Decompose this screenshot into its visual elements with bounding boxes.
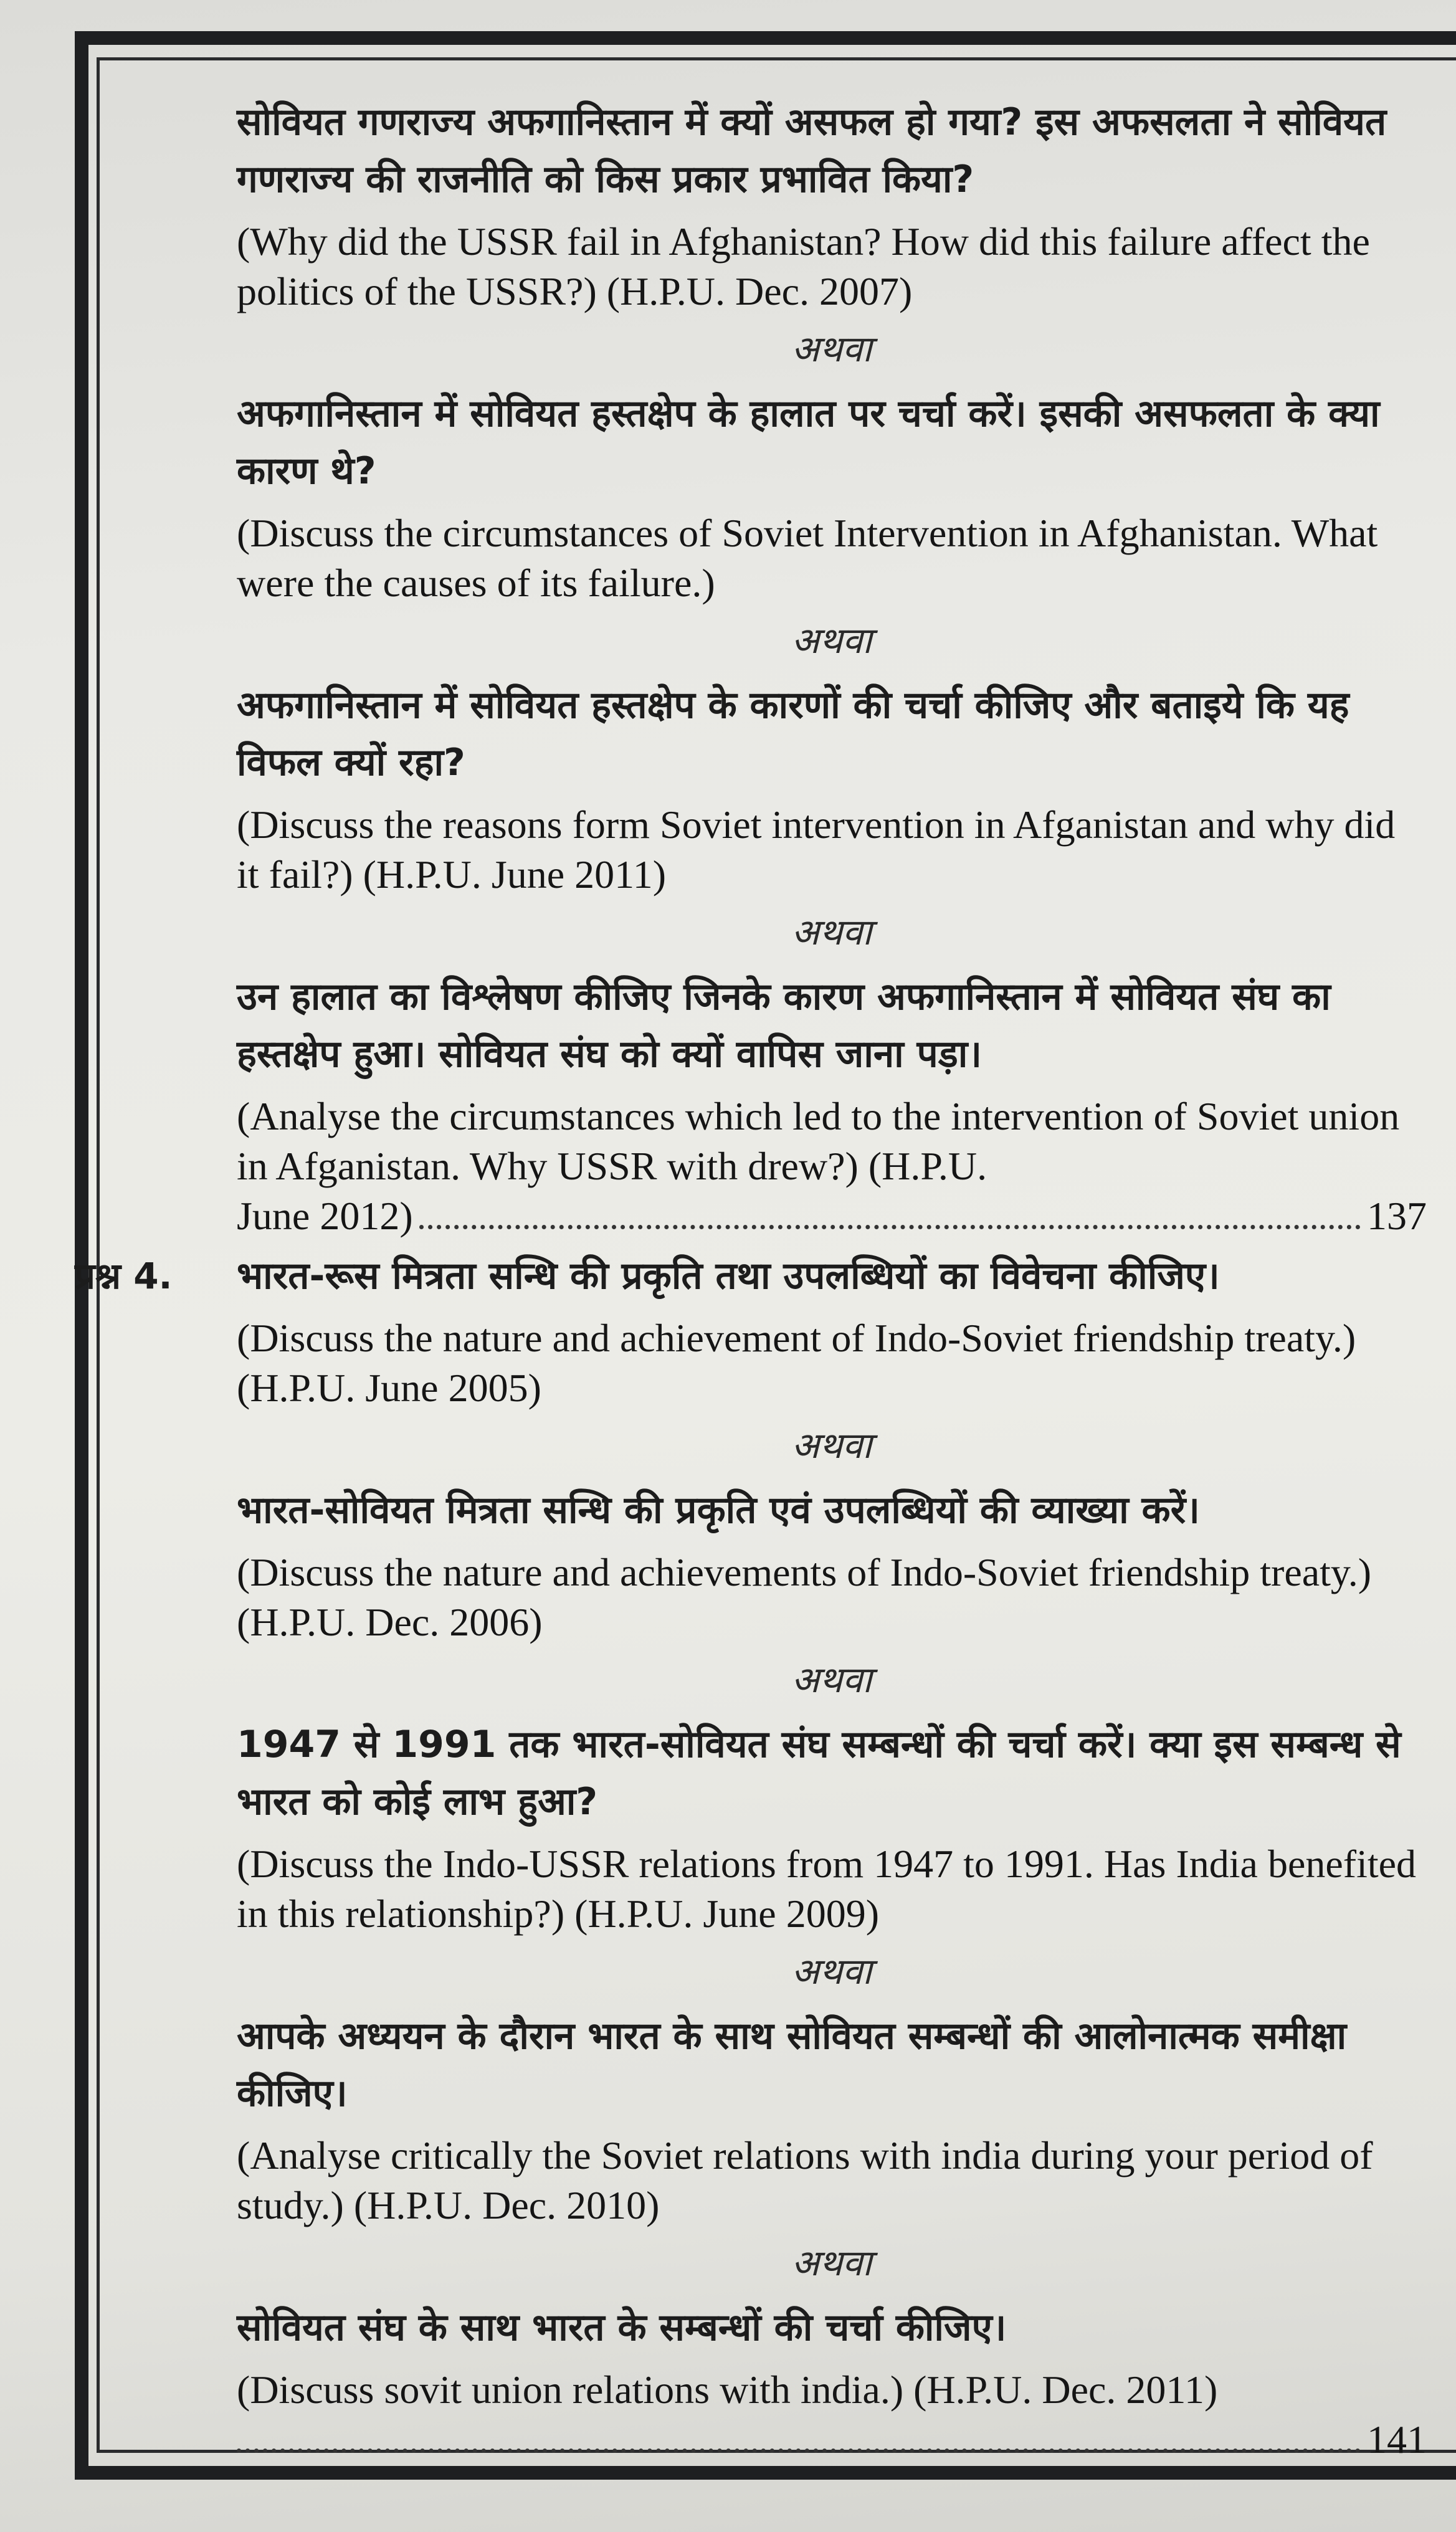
question-hindi-text: उन हालात का विश्लेषण कीजिए जिनके कारण अफगानिस्तान में सोवियत संघ का हस्तक्षेप हुआ। सोवियत संघ को क्यों वापिस जाना पड़ा। — [237, 975, 1331, 1076]
question-number-label: प्रश्न 4. — [75, 1255, 173, 1297]
dot-leader — [419, 1225, 1361, 1229]
question-list — [75, 93, 1427, 2465]
question-english-text: (Discuss sovit union relations with india.) (H.P.U. Dec. 2011) — [237, 2368, 1218, 2412]
athva-separator: अथवा — [791, 1424, 872, 1467]
question-hindi-text: अफगानिस्तान में सोवियत हस्तक्षेप के कारणों की चर्चा कीजिए और बताइये कि यह विफल क्यों रहा? — [237, 683, 1349, 784]
question-english-text: (Analyse critically the Soviet relations with india during your period of study.) (H.P.U. Dec. 2010) — [237, 2133, 1373, 2227]
question-english-text: (Discuss the reasons form Soviet intervention in Afganistan and why did it fail?) (H.P.U. June 2011) — [237, 802, 1396, 897]
question-english-text: (Discuss the circumstances of Soviet Intervention in Afghanistan. What were the causes of its failure.) — [237, 511, 1378, 605]
question-hindi-text: 1947 से 1991 तक भारत-सोवियत संघ सम्बन्धों की चर्चा करें। क्या इस सम्बन्ध से भारत को कोई लाभ हुआ? — [237, 1723, 1401, 1824]
question-hindi-text: अफगानिस्तान में सोवियत हस्तक्षेप के हालात पर चर्चा करें। इसकी असफलता के क्या कारण थे? — [237, 392, 1380, 493]
question-4 — [75, 1247, 1427, 2465]
question-hindi-text: सोवियत संघ के साथ भारत के सम्बन्धों की चर्चा कीजिए। — [237, 2306, 1007, 2349]
question-english-text: (Discuss the nature and achievement of Indo-Soviet friendship treaty.) (H.P.U. June 2005) — [237, 1316, 1356, 1410]
question-english-text: (Analyse the circumstances which led to the intervention of Soviet union in Afganistan. Why USSR with drew?) (H.P.U. — [237, 1094, 1400, 1188]
question-3-continued — [237, 93, 1427, 1241]
toc-leader-line — [237, 2415, 1427, 2465]
athva-separator: अथवा — [791, 2242, 872, 2284]
question-english-text: (Discuss the Indo-USSR relations from 1947 to 1991. Has India benefited in this relationship?) (H.P.U. June 2009) — [237, 1842, 1417, 1936]
question-english-text: (Discuss the nature and achievements of Indo-Soviet friendship treaty.) (H.P.U. Dec. 2006) — [237, 1550, 1372, 1644]
athva-separator: अथवा — [791, 328, 872, 370]
page-number: 141 — [1367, 2417, 1427, 2462]
question-english-text: (Why did the USSR fail in Afghanistan? How did this failure affect the politics of the USSR?) (H.P.U. Dec. 2007) — [237, 219, 1370, 313]
question-hindi-text: सोवियत गणराज्य अफगानिस्तान में क्यों असफल हो गया? इस अफसलता ने सोवियत गणराज्य की राजनीति को किस प्रकार प्रभावित किया? — [237, 100, 1387, 201]
dot-leader — [237, 2449, 1361, 2453]
athva-separator: अथवा — [791, 1659, 872, 1701]
athva-separator: अथवा — [791, 619, 872, 662]
question-hindi-text: भारत-रूस मित्रता सन्धि की प्रकृति तथा उपलब्धियों का विवेचना कीजिए। — [237, 1254, 1220, 1298]
question-hindi-text: भारत-सोवियत मित्रता सन्धि की प्रकृति एवं उपलब्धियों की व्याख्या करें। — [237, 1488, 1200, 1532]
question-english-text-end: June 2012) — [237, 1194, 413, 1238]
athva-separator: अथवा — [791, 911, 872, 953]
question-hindi-text: आपके अध्ययन के दौरान भारत के साथ सोवियत सम्बन्धों की आलोनात्मक समीक्षा कीजिए। — [237, 2014, 1347, 2115]
page-number: 137 — [1367, 1194, 1427, 1238]
toc-leader-line — [237, 1191, 1427, 1241]
athva-separator: अथवा — [791, 1950, 872, 1992]
